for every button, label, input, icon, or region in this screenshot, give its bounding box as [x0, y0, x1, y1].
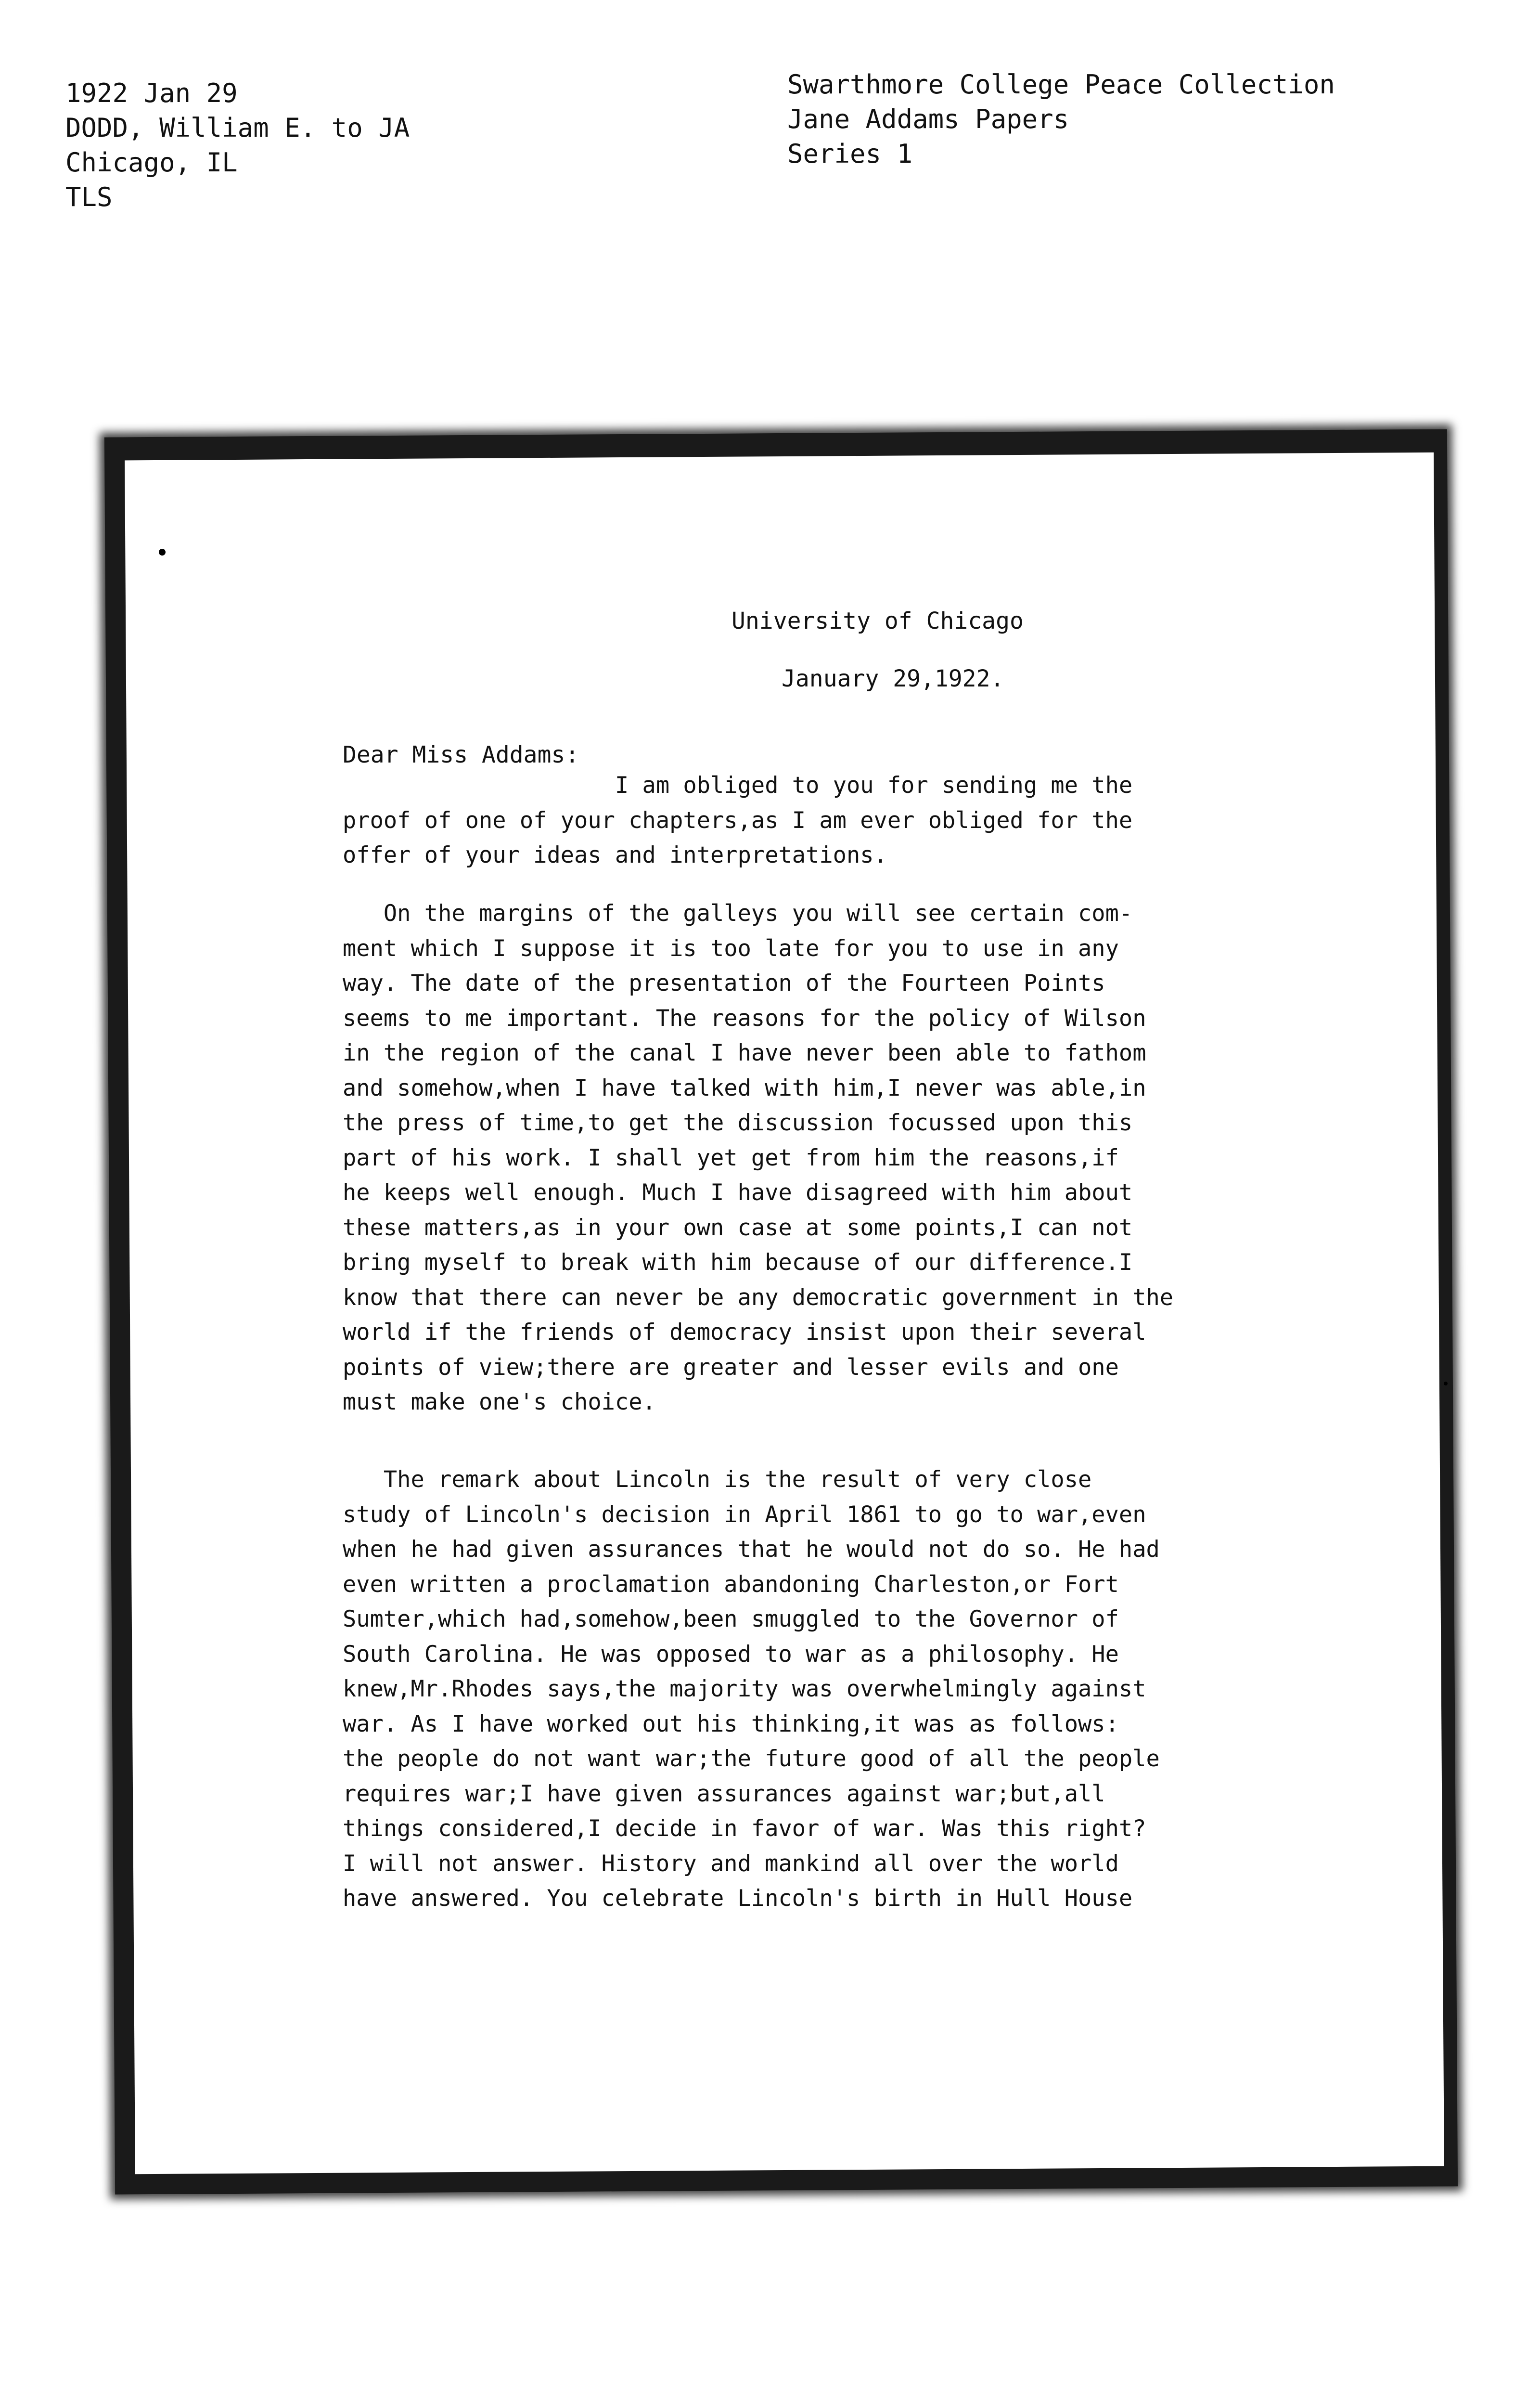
text-line: bring myself to break with him because of our difference.I — [343, 1249, 1133, 1276]
text-line: in the region of the canal I have never been able to fathom — [343, 1040, 1146, 1066]
text-line: I am obliged to you for sending me the — [343, 772, 1133, 799]
text-line: Sumter,which had,somehow,been smuggled to the Governor of — [343, 1606, 1119, 1632]
paragraph-1 — [343, 768, 1315, 873]
paragraph-3 — [343, 1462, 1315, 1916]
archive-collection: Swarthmore College Peace Collection — [787, 69, 1335, 100]
archive-date: 1922 Jan 29 — [65, 78, 238, 108]
letterhead: University of Chicago — [732, 608, 1024, 634]
toner-speck — [159, 549, 166, 556]
text-line: even written a proclamation abandoning Charleston,or Fort — [343, 1571, 1119, 1598]
text-line: he keeps well enough. Much I have disagreed with him about — [343, 1179, 1133, 1206]
archive-papers: Jane Addams Papers — [787, 104, 1069, 134]
text-line: have answered. You celebrate Lincoln's birth in Hull House — [343, 1885, 1133, 1912]
text-line: seems to me important. The reasons for the policy of Wilson — [343, 1005, 1146, 1032]
text-line: proof of one of your chapters,as I am ever obliged for the — [343, 807, 1133, 834]
archive-doc-type: TLS — [65, 182, 113, 212]
salutation: Dear Miss Addams: — [343, 741, 579, 768]
text-line: I will not answer. History and mankind all over the world — [343, 1850, 1119, 1877]
text-line: requires war;I have given assurances against war;but,all — [343, 1780, 1105, 1807]
text-line: must make one's choice. — [343, 1389, 656, 1415]
toner-speck — [1444, 1382, 1448, 1385]
archive-place: Chicago, IL — [65, 147, 238, 178]
text-line: war. As I have worked out his thinking,it was as follows: — [343, 1710, 1119, 1737]
text-line: way. The date of the presentation of the Fourteen Points — [343, 970, 1105, 996]
text-line: part of his work. I shall yet get from him the reasons,if — [343, 1144, 1119, 1171]
text-line: these matters,as in your own case at some points,I can not — [343, 1214, 1133, 1241]
letter-date: January 29,1922. — [782, 665, 1004, 692]
archive-metadata-right — [787, 67, 1335, 171]
text-line: points of view;there are greater and lesser evils and one — [343, 1354, 1119, 1381]
text-line: South Carolina. He was opposed to war as a philosophy. He — [343, 1641, 1119, 1668]
archive-metadata-left — [65, 76, 410, 215]
text-line: and somehow,when I have talked with him,I never was able,in — [343, 1074, 1146, 1101]
text-line: know that there can never be any democratic government in the — [343, 1284, 1174, 1311]
text-line: things considered,I decide in favor of war. Was this right? — [343, 1815, 1146, 1842]
text-line: study of Lincoln's decision in April 1861 to go to war,even — [343, 1501, 1146, 1528]
archive-correspondents: DODD, William E. to JA — [65, 113, 410, 143]
archive-series: Series 1 — [787, 139, 913, 169]
text-line: ment which I suppose it is too late for you to use in any — [343, 935, 1119, 962]
text-line: On the margins of the galleys you will see certain com- — [343, 900, 1133, 927]
text-line: the press of time,to get the discussion focussed upon this — [343, 1110, 1133, 1136]
text-line: offer of your ideas and interpretations. — [343, 842, 887, 868]
text-line: knew,Mr.Rhodes says,the majority was overwhelmingly against — [343, 1676, 1146, 1702]
text-line: when he had given assurances that he would not do so. He had — [343, 1536, 1160, 1563]
text-line: The remark about Lincoln is the result of very close — [343, 1466, 1092, 1493]
paragraph-2 — [343, 896, 1315, 1420]
text-line: the people do not want war;the future good of all the people — [343, 1746, 1160, 1772]
text-line: world if the friends of democracy insist upon their several — [343, 1319, 1146, 1346]
